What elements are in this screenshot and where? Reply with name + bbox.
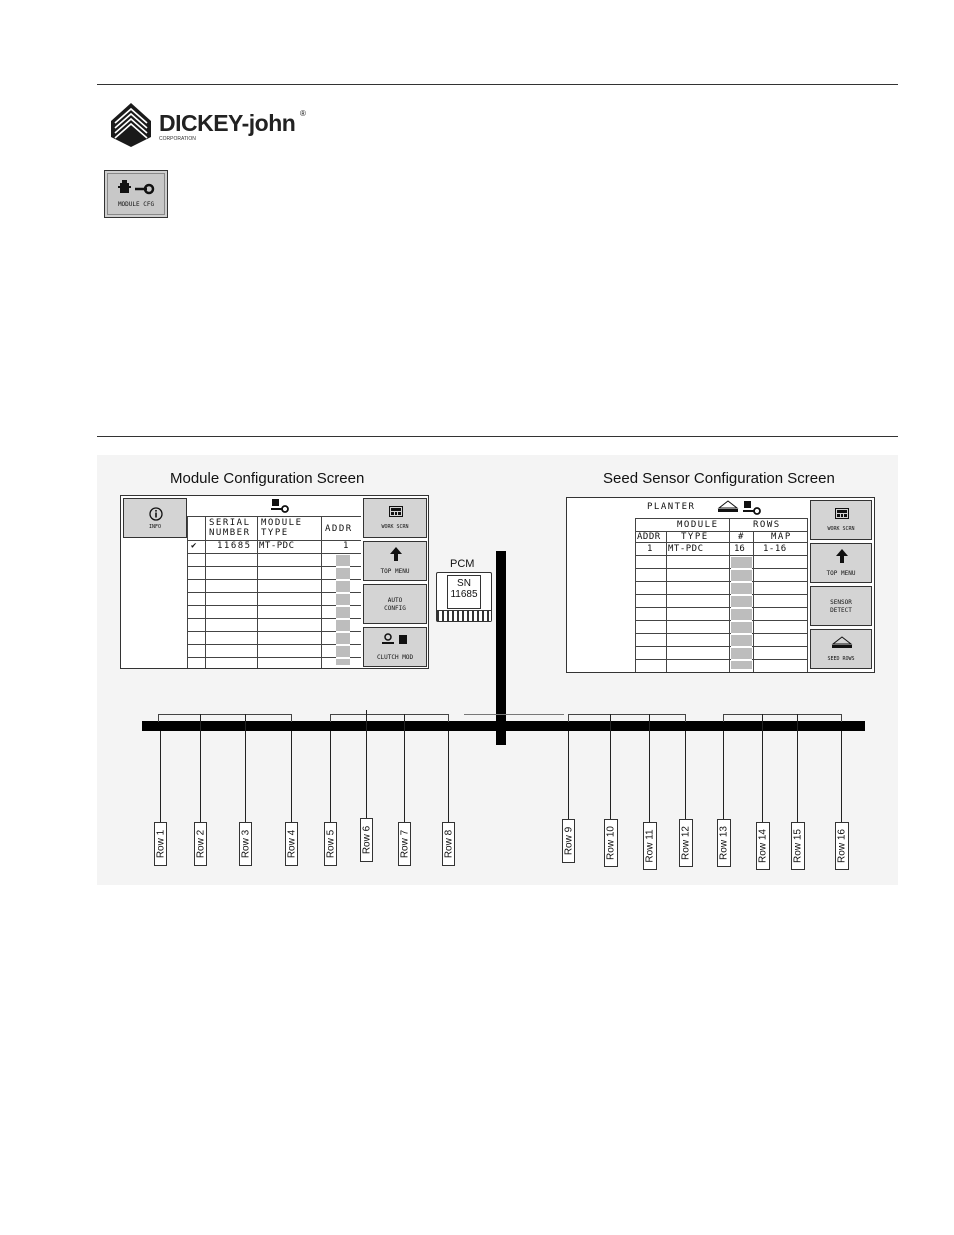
row-15-label: Row 15 [791, 822, 805, 870]
row-2-label: Row 2 [194, 822, 207, 866]
type-header: TYPE [681, 532, 709, 542]
module-row-type: MT-PDC [259, 541, 295, 551]
sensor-detect-button[interactable] [810, 586, 872, 626]
pcm-module [432, 560, 496, 630]
module-wrench-icon [117, 179, 157, 199]
module-config-screen [120, 495, 429, 669]
row-12-label: Row 12 [679, 819, 693, 867]
pcm-sn-label: SN [457, 578, 471, 589]
row-3-label: Row 3 [239, 822, 252, 866]
clutch-mod-label: CLUTCH MOD [376, 654, 414, 661]
pcm-serial: 11685 [450, 589, 478, 600]
serial-number-header: SERIAL NUMBER [209, 518, 251, 538]
map-header: MAP [771, 532, 792, 542]
module-config-screen-title: Module Configuration Screen [170, 470, 365, 487]
module-row-addr: 1 [343, 541, 350, 551]
logo-mark-icon [107, 101, 155, 147]
info-button[interactable] [123, 498, 187, 538]
auto-config-label: AUTO CONFIG [384, 597, 406, 612]
module-row-check: ✔ [191, 541, 198, 551]
seed-row-type: MT-PDC [668, 544, 704, 554]
info-button-label: INFO [148, 524, 162, 530]
seed-rows-label: SEED ROWS [827, 656, 855, 662]
top-rule [97, 84, 898, 85]
seed-row-count: 16 [734, 544, 745, 554]
up-arrow-icon [390, 547, 402, 561]
brand-name: DICKEY-john [159, 110, 296, 136]
module-wrench-icon [741, 499, 761, 515]
row-8-label: Row 8 [442, 822, 455, 866]
seed-sensor-config-screen-title: Seed Sensor Configuration Screen [603, 470, 835, 487]
row-11-label: Row 11 [643, 822, 657, 870]
row-6-label: Row 6 [360, 818, 373, 862]
work-scrn-label: WORK SCRN [827, 526, 855, 532]
seed-row-map: 1-16 [763, 544, 787, 554]
planter-icon [831, 636, 853, 650]
seed-sensor-config-screen [566, 497, 875, 673]
row-5-label: Row 5 [324, 822, 337, 866]
top-menu-button[interactable] [363, 541, 427, 581]
work-screen-icon [389, 506, 403, 517]
planter-label: PLANTER [647, 502, 696, 512]
section-rule [97, 436, 898, 437]
row-13-label: Row 13 [717, 819, 731, 867]
horizontal-bus-trunk [142, 721, 865, 731]
row-14-label: Row 14 [756, 822, 770, 870]
up-arrow-icon [836, 549, 848, 563]
harness-bracket-3 [568, 714, 686, 715]
row-16-label: Row 16 [835, 822, 849, 870]
module-header: MODULE [677, 520, 719, 530]
top-menu-label: TOP MENU [826, 570, 856, 577]
vertical-bus-trunk [496, 551, 506, 745]
row-10-label: Row 10 [604, 819, 618, 867]
work-scrn-button[interactable] [363, 498, 427, 538]
seed-row-addr: 1 [647, 544, 654, 554]
clutch-module-icon [381, 632, 411, 648]
row-4-label: Row 4 [285, 822, 298, 866]
work-screen-icon [835, 508, 849, 519]
auto-config-button[interactable] [363, 584, 427, 624]
pcm-label: PCM [450, 558, 475, 570]
sensor-detect-label: SENSOR DETECT [830, 599, 852, 614]
addr-header: ADDR [325, 524, 353, 534]
module-type-header: MODULE TYPE [261, 518, 303, 538]
count-header: # [738, 532, 745, 542]
module-wrench-icon [269, 497, 289, 513]
addr-header: ADDR [637, 532, 661, 542]
row-1-label: Row 1 [154, 822, 167, 866]
planter-icon [717, 500, 739, 514]
harness-bracket-4 [723, 714, 842, 715]
info-icon [149, 507, 163, 521]
registered-mark: ® [300, 109, 306, 118]
row-7-label: Row 7 [398, 822, 411, 866]
work-scrn-button[interactable] [810, 500, 872, 540]
dickey-john-logo [107, 101, 317, 147]
module-row-serial: 11685 [217, 541, 252, 551]
top-menu-button[interactable] [810, 543, 872, 583]
work-scrn-label: WORK SCRN [381, 524, 409, 530]
corporation-label: CORPORATION [159, 136, 196, 142]
clutch-mod-button[interactable] [363, 627, 427, 667]
top-menu-label: TOP MENU [380, 568, 410, 575]
seed-rows-button[interactable] [810, 629, 872, 669]
harness-bracket-1 [158, 714, 292, 715]
module-cfg-label: MODULE CFG [117, 201, 155, 208]
bus-thin-link [464, 714, 564, 715]
module-cfg-button[interactable] [104, 170, 168, 218]
rows-header: ROWS [753, 520, 781, 530]
row-9-label: Row 9 [562, 819, 575, 863]
harness-bracket-2 [330, 714, 449, 715]
